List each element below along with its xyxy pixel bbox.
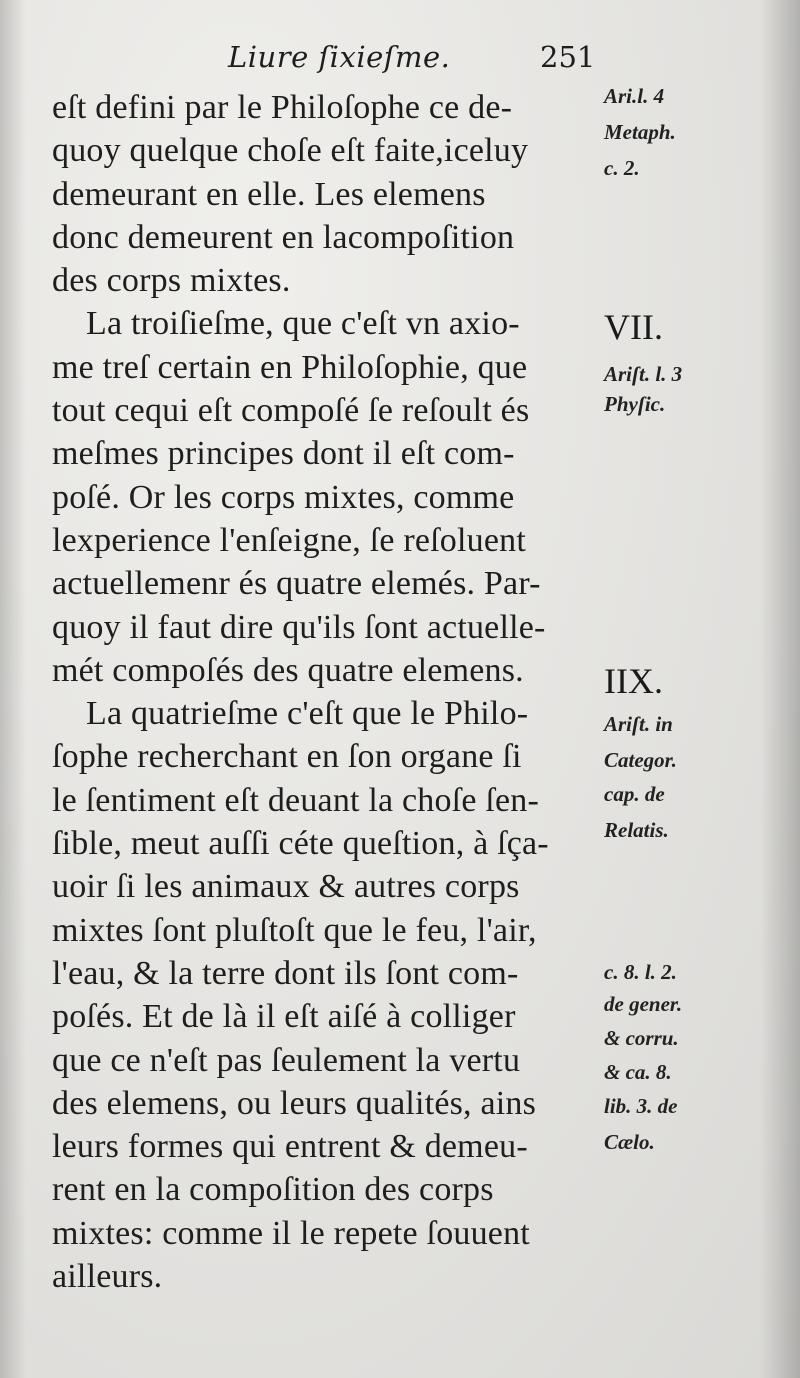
text-line: uoir ſi les animaux & autres corps	[52, 868, 520, 906]
text-line: eſt defini par le Philoſophe ce de-	[52, 89, 513, 126]
text-line: meſmes principes dont il eſt com-	[52, 435, 515, 473]
text-line: La quatrieſme c'eſt que le Philo-	[86, 695, 529, 733]
margin-note-line: Cælo.	[604, 1130, 655, 1154]
text-line: mixtes: comme il le repete ſouuent	[52, 1214, 530, 1252]
text-line: tout cequi eſt compoſé ſe reſoult és	[52, 392, 530, 430]
margin-note-line: Ari.l. 4	[604, 84, 665, 108]
body-text	[52, 86, 612, 1298]
text-line: ailleurs.	[52, 1258, 163, 1296]
text-line: ſible, meut auſſi céte queſtion, à ſça-	[52, 825, 549, 863]
text-line: rent en la compoſition des corps	[52, 1171, 494, 1209]
text-line: me treſ certain en Philoſophie, que	[52, 348, 528, 386]
margin-note-line: Ariſt. l. 3	[604, 362, 683, 386]
margin-note-line: Ariſt. in	[604, 712, 673, 736]
text-line: quoy quelque choſe eſt faite,iceluy	[52, 132, 529, 170]
text-line: leurs formes qui entrent & demeu-	[52, 1128, 528, 1166]
text-line: poſés. Et de là il eſt aiſé à colliger	[52, 998, 516, 1036]
text-line: que ce n'eſt pas ſeulement la vertu	[52, 1041, 521, 1079]
margin-note-line: Phyſic.	[604, 392, 666, 416]
margin-note-line: Relatis.	[604, 818, 669, 842]
running-head	[0, 40, 800, 90]
page-number: 251	[540, 40, 596, 74]
margin-note-line: Categor.	[604, 748, 677, 772]
margin-note-line: & corru.	[604, 1026, 679, 1050]
text-line: lexperience l'enſeigne, ſe reſoluent	[52, 521, 526, 559]
margin-note-line: cap. de	[604, 782, 665, 806]
margin-note-line: Metaph.	[604, 120, 676, 144]
page-left-shadow	[0, 0, 26, 1378]
running-head-title: Liure ſixieſme.	[228, 40, 451, 74]
text-line: poſé. Or les corps mixtes, comme	[52, 478, 515, 516]
text-line: La troiſieſme, que c'eſt vn axio-	[86, 305, 520, 343]
text-line: quoy il faut dire qu'ils ſont actuelle-	[52, 608, 546, 646]
text-line: ſophe recherchant en ſon organe ſi	[52, 738, 522, 776]
text-line: mét compoſés des quatre elemens.	[52, 651, 524, 689]
text-line: mixtes ſont pluſtoſt que le feu, l'air,	[52, 911, 537, 949]
margin-note-line: lib. 3. de	[604, 1094, 678, 1118]
margin-note-line: c. 2.	[604, 156, 640, 180]
margin-note-line: & ca. 8.	[604, 1060, 672, 1084]
text-line: actuellemenr és quatre elemés. Par-	[52, 565, 541, 603]
margin-note-line: c. 8. l. 2.	[604, 960, 677, 984]
text-line: des elemens, ou leurs qualités, ains	[52, 1084, 537, 1122]
text-line: donc demeurent en lacompoſition	[52, 218, 515, 256]
text-line: demeurant en elle. Les elemens	[52, 175, 486, 213]
page-right-shadow	[760, 0, 800, 1378]
section-numeral: IIX.	[604, 661, 663, 701]
text-line: des corps mixtes.	[52, 262, 291, 300]
text-line: l'eau, & la terre dont ils ſont com-	[52, 954, 519, 992]
text-line: le ſentiment eſt deuant la choſe ſen-	[52, 781, 539, 819]
margin-note-line: de gener.	[604, 992, 683, 1016]
section-numeral: VII.	[604, 307, 663, 347]
